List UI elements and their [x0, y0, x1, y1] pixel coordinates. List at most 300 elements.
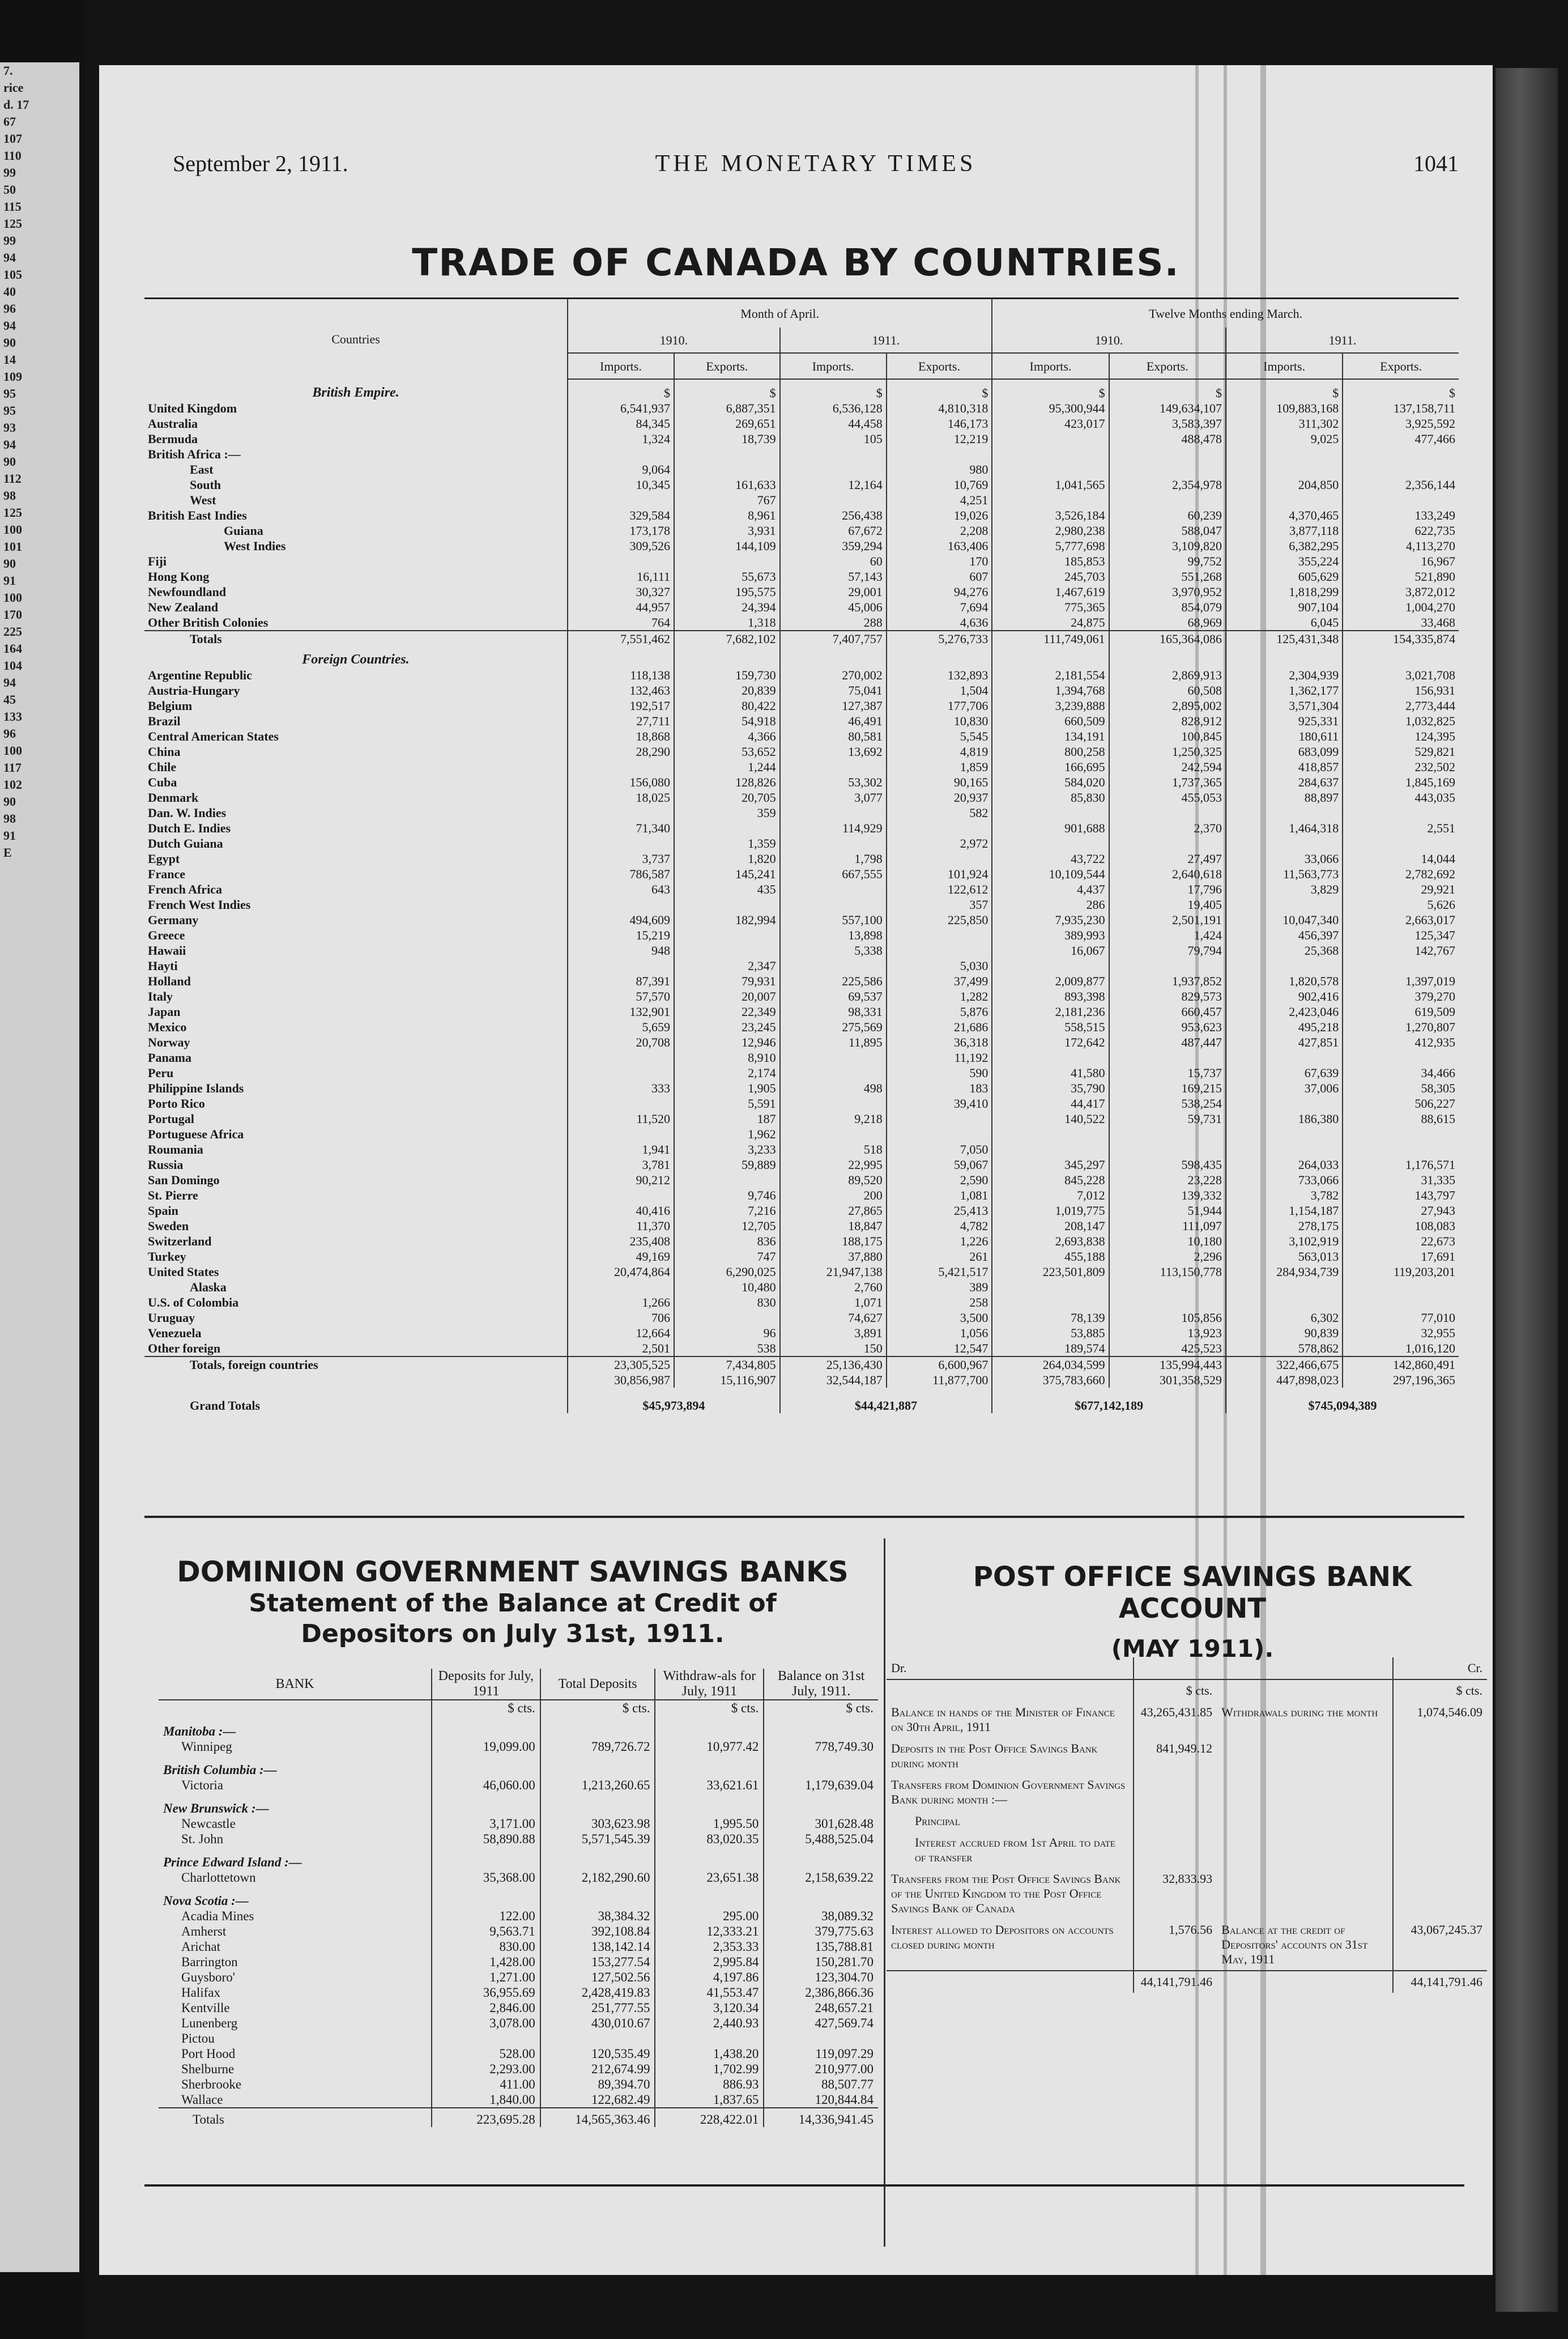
bank-value [655, 1847, 764, 1870]
table-row [144, 882, 1459, 897]
trade-value: 1,324 [568, 431, 674, 446]
unit-label: $ cts. [540, 1700, 655, 1716]
trade-value: 4,819 [887, 744, 992, 759]
trade-value: 2,980,238 [992, 523, 1109, 538]
trade-value: 925,331 [1226, 713, 1343, 729]
trade-value: 854,079 [1109, 599, 1226, 615]
table-row [144, 1126, 1459, 1142]
bank-value [764, 1716, 878, 1739]
trade-value: 108,083 [1343, 1218, 1459, 1234]
trade-value [1226, 492, 1343, 508]
country-name: Totals [144, 631, 568, 647]
trade-value [887, 1126, 992, 1142]
trade-value: 12,705 [674, 1218, 780, 1234]
trade-value [674, 897, 780, 912]
country-name: Norway [148, 1035, 190, 1049]
trade-value: 67,639 [1226, 1065, 1343, 1081]
exports-header: Exports. [887, 353, 992, 379]
bank-value [764, 1885, 878, 1908]
table-row [144, 1372, 1459, 1388]
trade-value: 1,244 [674, 759, 780, 775]
table-row [144, 805, 1459, 820]
bank-value: 153,277.54 [540, 1954, 655, 1970]
trade-value: 12,547 [887, 1341, 992, 1356]
dollar-sign: $ [887, 379, 992, 401]
trade-value: 20,474,864 [568, 1264, 674, 1279]
trade-value: 357 [887, 897, 992, 912]
country-name: Switzerland [148, 1234, 212, 1248]
trade-value: 34,466 [1343, 1065, 1459, 1081]
province-label: Manitoba :— [163, 1724, 236, 1738]
empty-cell [1217, 1738, 1393, 1774]
trade-value: 9,064 [568, 462, 674, 477]
bank-value: 251,777.55 [540, 2000, 655, 2015]
trade-value: 11,520 [568, 1111, 674, 1126]
trade-value: 245,703 [992, 569, 1109, 584]
imports-header: Imports. [1226, 353, 1343, 379]
book-spine-edge [1495, 68, 1558, 2312]
trade-value: 447,898,023 [1226, 1372, 1343, 1388]
trade-value: 1,941 [568, 1142, 674, 1157]
bank-value [540, 2031, 655, 2046]
trade-value: 30,327 [568, 584, 674, 599]
table-row [144, 1111, 1459, 1126]
savings-bank-table [159, 1669, 878, 2127]
previous-page-fragment: 40 [3, 284, 16, 299]
table-row [144, 1172, 1459, 1188]
bank-value: 36,955.69 [432, 1985, 540, 2000]
previous-page-fragment: 115 [3, 199, 22, 214]
trade-value: 23,305,525 [568, 1356, 674, 1372]
trade-value: 667,555 [780, 866, 887, 882]
previous-page-fragment: 7. [3, 63, 13, 78]
table-row [144, 989, 1459, 1004]
bank-name: Victoria [181, 1778, 223, 1792]
trade-value: 311,302 [1226, 416, 1343, 431]
trade-value: 3,737 [568, 851, 674, 866]
trade-value: 1,359 [674, 836, 780, 851]
spacer-cell [1109, 647, 1226, 667]
table-row [144, 1081, 1459, 1096]
trade-value: 182,994 [674, 912, 780, 928]
trade-value: 60,239 [1109, 508, 1226, 523]
trade-value: 80,581 [780, 729, 887, 744]
credit-description: Withdrawals during the month [1221, 1705, 1378, 1719]
trade-value: 1,282 [887, 989, 992, 1004]
trade-value: 6,600,967 [887, 1356, 992, 1372]
country-name: Hayti [148, 959, 178, 973]
posb-account-table [887, 1657, 1487, 1993]
country-name [144, 1372, 568, 1388]
trade-value [568, 836, 674, 851]
trade-value: 11,895 [780, 1035, 887, 1050]
trade-value: 1,032,825 [1343, 713, 1459, 729]
trade-value: 733,066 [1226, 1172, 1343, 1188]
trade-value: 68,969 [1109, 615, 1226, 631]
trade-value: 90,165 [887, 775, 992, 790]
page-number: 1041 [1413, 151, 1459, 176]
trade-value: 99,752 [1109, 554, 1226, 569]
table-row [144, 1310, 1459, 1325]
country-name: Italy [148, 989, 173, 1003]
country-name: Dutch Guiana [148, 836, 223, 850]
trade-value: 87,391 [568, 973, 674, 989]
trade-value: 2,354,978 [1109, 477, 1226, 492]
trade-value [568, 1126, 674, 1142]
trade-value [780, 446, 887, 462]
country-name: Newfoundland [148, 585, 227, 599]
trade-value: 74,627 [780, 1310, 887, 1325]
table-row [159, 1793, 878, 1816]
trade-value: 3,077 [780, 790, 887, 805]
trade-value: 322,466,675 [1226, 1356, 1343, 1372]
trade-value: 786,587 [568, 866, 674, 882]
trade-value: 278,175 [1226, 1218, 1343, 1234]
trade-value: 1,362,177 [1226, 683, 1343, 698]
trade-value: 10,345 [568, 477, 674, 492]
trade-value: 359 [674, 805, 780, 820]
trade-value: 1,081 [887, 1188, 992, 1203]
trade-value: 139,332 [1109, 1188, 1226, 1203]
trade-value [992, 431, 1109, 446]
trade-value: 19,026 [887, 508, 992, 523]
total-cell: 223,695.28 [432, 2108, 540, 2127]
trade-value [1109, 958, 1226, 973]
trade-value [1343, 958, 1459, 973]
table-row [144, 775, 1459, 790]
trade-value: 132,463 [568, 683, 674, 698]
trade-value: 980 [887, 462, 992, 477]
trade-value [568, 1279, 674, 1295]
total-deposits-header: Total Deposits [540, 1669, 655, 1700]
country-name: Turkey [148, 1249, 186, 1264]
total-cell: 228,422.01 [655, 2108, 764, 2127]
trade-value [568, 759, 674, 775]
spacer-cell [992, 647, 1109, 667]
trade-value: 15,737 [1109, 1065, 1226, 1081]
trade-value: 607 [887, 569, 992, 584]
table-row [144, 1157, 1459, 1172]
bank-value: 23,651.38 [655, 1870, 764, 1885]
table-row [144, 538, 1459, 554]
trade-value: 3,970,952 [1109, 584, 1226, 599]
table-row [887, 1868, 1487, 1919]
trade-value [992, 492, 1109, 508]
table-row [144, 820, 1459, 836]
table-row [144, 866, 1459, 882]
trade-value: 11,370 [568, 1218, 674, 1234]
trade-value: 3,571,304 [1226, 698, 1343, 713]
trade-value: 3,872,012 [1343, 584, 1459, 599]
previous-page-fragment: 125 [3, 216, 22, 231]
column-divider [884, 1538, 885, 2247]
country-name: Argentine Republic [148, 668, 252, 682]
trade-value: 3,500 [887, 1310, 992, 1325]
table-row [144, 431, 1459, 446]
trade-value: 953,623 [1109, 1019, 1226, 1035]
trade-value: 286 [992, 897, 1109, 912]
trade-value: 161,633 [674, 477, 780, 492]
previous-page-fragment: 107 [3, 131, 22, 146]
country-name: St. Pierre [148, 1188, 198, 1202]
trade-value: 506,227 [1343, 1096, 1459, 1111]
trade-value [780, 958, 887, 973]
trade-value: 4,437 [992, 882, 1109, 897]
trade-value: 132,901 [568, 1004, 674, 1019]
trade-value: 17,796 [1109, 882, 1226, 897]
trade-value: 35,790 [992, 1081, 1109, 1096]
table-row [144, 615, 1459, 631]
trade-value: 477,466 [1343, 431, 1459, 446]
previous-page-fragment: 100 [3, 743, 22, 758]
trade-value: 140,522 [992, 1111, 1109, 1126]
trade-value: 195,575 [674, 584, 780, 599]
trade-value: 185,853 [992, 554, 1109, 569]
trade-value: 1,394,768 [992, 683, 1109, 698]
trade-value: 5,338 [780, 943, 887, 958]
trade-value: 329,584 [568, 508, 674, 523]
previous-page-fragment: E [3, 845, 12, 860]
bank-value [432, 1847, 540, 1870]
table-row [144, 1142, 1459, 1157]
table-row [159, 2000, 878, 2015]
section-rule [144, 1516, 1464, 1518]
empty-cell [1217, 1774, 1393, 1810]
table-row [144, 973, 1459, 989]
trade-value: 27,711 [568, 713, 674, 729]
trade-value: 7,434,805 [674, 1356, 780, 1372]
table-row [144, 1325, 1459, 1341]
trade-value: 13,898 [780, 928, 887, 943]
group-title: British Empire. [312, 385, 399, 400]
debit-description: Interest allowed to Depositors on accounts closed during month [891, 1923, 1114, 1951]
trade-value: 10,180 [1109, 1234, 1226, 1249]
trade-value: 412,935 [1343, 1035, 1459, 1050]
trade-value: 1,464,318 [1226, 820, 1343, 836]
trade-value: 275,569 [780, 1019, 887, 1035]
trade-value: 3,891 [780, 1325, 887, 1341]
trade-value [992, 1142, 1109, 1157]
trade-value: 37,880 [780, 1249, 887, 1264]
trade-value: 29,001 [780, 584, 887, 599]
trade-value: 5,421,517 [887, 1264, 992, 1279]
trade-value: 169,215 [1109, 1081, 1226, 1096]
unit-label: $ cts. [764, 1700, 878, 1716]
country-name: Russia [148, 1158, 184, 1172]
trade-value [1109, 836, 1226, 851]
trade-value: 85,830 [992, 790, 1109, 805]
balance-header: Balance on 31st July, 1911. [764, 1669, 878, 1700]
year-header: 1911. [780, 328, 992, 353]
trade-value: 43,722 [992, 851, 1109, 866]
table-row [144, 569, 1459, 584]
trade-value: 5,777,698 [992, 538, 1109, 554]
country-name: Alaska [190, 1280, 227, 1294]
bank-value: 830.00 [432, 1939, 540, 1954]
trade-value [1226, 1096, 1343, 1111]
trade-value: 495,218 [1226, 1019, 1343, 1035]
bank-value: 427,569.74 [764, 2015, 878, 2031]
table-row [144, 744, 1459, 759]
table-row [144, 1264, 1459, 1279]
trade-value: 4,782 [887, 1218, 992, 1234]
bank-value: 122,682.49 [540, 2092, 655, 2108]
bank-value: 1,213,260.65 [540, 1777, 655, 1793]
trade-value: 1,424 [1109, 928, 1226, 943]
trade-value [992, 462, 1109, 477]
previous-page-fragment: 96 [3, 301, 16, 316]
previous-page-fragment: 93 [3, 420, 16, 435]
dr-label: Dr. [891, 1661, 907, 1675]
trade-value: 149,634,107 [1109, 401, 1226, 416]
previous-page-edge [0, 62, 79, 2272]
bank-value: 120,844.84 [764, 2092, 878, 2108]
bank-value: 430,010.67 [540, 2015, 655, 2031]
trade-value: 204,850 [1226, 477, 1343, 492]
trade-value: 22,349 [674, 1004, 780, 1019]
posb-subtitle: (MAY 1911). [1111, 1635, 1274, 1662]
bank-name: Guysboro' [181, 1970, 235, 1984]
trade-value: 22,673 [1343, 1234, 1459, 1249]
dollar-sign: $ [568, 379, 674, 401]
bank-value: 2,386,866.36 [764, 1985, 878, 2000]
trade-value: 21,947,138 [780, 1264, 887, 1279]
trade-value: 7,050 [887, 1142, 992, 1157]
trade-value [568, 1096, 674, 1111]
trade-value: 24,875 [992, 615, 1109, 631]
dollar-sign: $ [992, 379, 1109, 401]
bank-value [655, 2031, 764, 2046]
trade-value: 775,365 [992, 599, 1109, 615]
table-row [159, 1954, 878, 1970]
debit-description: Principal [915, 1814, 961, 1828]
spacer-cell [780, 647, 887, 667]
dollar-sign: $ [1343, 379, 1459, 401]
table-row [144, 1203, 1459, 1218]
trade-value: 423,017 [992, 416, 1109, 431]
previous-page-fragment: 99 [3, 233, 16, 248]
page-header [173, 150, 1459, 184]
table-row [144, 477, 1459, 492]
table-row [144, 897, 1459, 912]
debit-description: Balance in hands of the Minister of Finance on 30th April, 1911 [891, 1705, 1115, 1734]
trade-value [780, 1050, 887, 1065]
trade-value: 706 [568, 1310, 674, 1325]
bank-value: 3,171.00 [432, 1816, 540, 1831]
trade-value: 9,746 [674, 1188, 780, 1203]
debit-value [1134, 1774, 1217, 1810]
trade-value [1109, 1050, 1226, 1065]
trade-value: 223,501,809 [992, 1264, 1109, 1279]
country-name: Fiji [148, 554, 167, 568]
trade-value [1109, 1295, 1226, 1310]
trade-value: 2,423,046 [1226, 1004, 1343, 1019]
trade-value: 9,218 [780, 1111, 887, 1126]
trade-value [568, 554, 674, 569]
trade-value: 8,910 [674, 1050, 780, 1065]
table-row [144, 1035, 1459, 1050]
trade-value: 88,897 [1226, 790, 1343, 805]
trade-value: 588,047 [1109, 523, 1226, 538]
empty-cell [1217, 1810, 1393, 1832]
country-name: French West Indies [148, 898, 251, 912]
posb-heading [898, 1561, 1487, 1662]
bank-value [432, 1716, 540, 1739]
trade-value: 551,268 [1109, 569, 1226, 584]
trade-value: 1,270,807 [1343, 1019, 1459, 1035]
trade-value [1343, 492, 1459, 508]
country-name: Panama [148, 1051, 191, 1065]
grand-total-value: $45,973,894 [568, 1388, 780, 1413]
trade-value [674, 462, 780, 477]
trade-value: 19,405 [1109, 897, 1226, 912]
trade-value: 40,416 [568, 1203, 674, 1218]
trade-value [1343, 1279, 1459, 1295]
trade-value: 355,224 [1226, 554, 1343, 569]
trade-value [568, 446, 674, 462]
trade-value [780, 1126, 887, 1142]
trade-value: 29,921 [1343, 882, 1459, 897]
trade-value: 4,370,465 [1226, 508, 1343, 523]
twelve-months-header: Twelve Months ending March. [992, 299, 1459, 328]
bank-value: 89,394.70 [540, 2077, 655, 2092]
trade-value: 16,111 [568, 569, 674, 584]
spacer-cell [674, 647, 780, 667]
bank-value: 295.00 [655, 1908, 764, 1924]
trade-value [780, 492, 887, 508]
trade-value: 109,883,168 [1226, 401, 1343, 416]
trade-value: 133,249 [1343, 508, 1459, 523]
trade-value [1109, 446, 1226, 462]
table-row [144, 851, 1459, 866]
country-name: West [190, 493, 216, 507]
trade-value [674, 928, 780, 943]
trade-value: 2,760 [780, 1279, 887, 1295]
trade-value: 1,019,775 [992, 1203, 1109, 1218]
issue-date: September 2, 1911. [173, 151, 348, 176]
previous-page-fragment: 94 [3, 437, 16, 452]
table-row [144, 523, 1459, 538]
trade-value: 88,615 [1343, 1111, 1459, 1126]
trade-value: 187 [674, 1111, 780, 1126]
country-name: Guiana [224, 524, 263, 538]
bank-name: Winnipeg [181, 1740, 232, 1754]
trade-value: 389,993 [992, 928, 1109, 943]
bank-name: Arichat [181, 1940, 220, 1954]
trade-value: 80,422 [674, 698, 780, 713]
table-row [144, 1341, 1459, 1356]
trade-value: 284,637 [1226, 775, 1343, 790]
trade-value [780, 836, 887, 851]
trade-value: 3,526,184 [992, 508, 1109, 523]
trade-value: 15,219 [568, 928, 674, 943]
trade-value: 828,912 [1109, 713, 1226, 729]
table-row [144, 1234, 1459, 1249]
country-name: Other foreign [148, 1341, 221, 1355]
trade-value: 2,208 [887, 523, 992, 538]
trade-value: 16,067 [992, 943, 1109, 958]
debit-description: Interest accrued from 1st April to date of transfer [915, 1835, 1116, 1864]
trade-value: 30,856,987 [568, 1372, 674, 1388]
table-row [144, 584, 1459, 599]
trade-value: 156,931 [1343, 683, 1459, 698]
trade-value: 27,497 [1109, 851, 1226, 866]
table-row [159, 1754, 878, 1777]
trade-value: 44,417 [992, 1096, 1109, 1111]
trade-value: 456,397 [1226, 928, 1343, 943]
trade-value: 427,851 [1226, 1035, 1343, 1050]
bank-value: 2,440.93 [655, 2015, 764, 2031]
